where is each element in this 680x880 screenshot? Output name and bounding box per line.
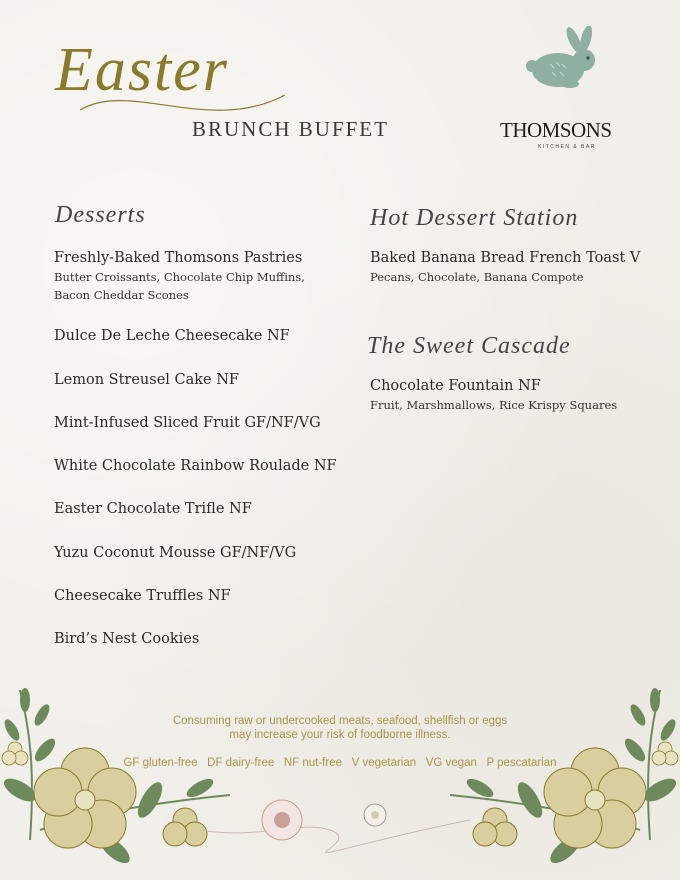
list-item: Yuzu Coconut Mousse GF/NF/VG <box>54 545 297 561</box>
list-item: Cheesecake Truffles NF <box>54 588 231 604</box>
item-name: Freshly-Baked Thomsons Pastries <box>54 250 303 266</box>
warning-line-1: Consuming raw or undercooked meats, seafood, shellfish or eggs <box>172 715 508 727</box>
page-title: Easter <box>55 36 229 104</box>
sweet-cascade-heading: The Sweet Cascade <box>367 333 571 359</box>
item-description: Fruit, Marshmallows, Rice Krispy Squares <box>370 398 618 412</box>
brand-name: THOMSONS <box>500 118 612 142</box>
title-flourish <box>70 40 290 120</box>
foodborne-warning <box>0 715 680 741</box>
page-subtitle: BRUNCH BUFFET <box>192 117 389 141</box>
warning-line-2: may increase your risk of foodborne illness. <box>229 729 451 741</box>
list-item: Lemon Streusel Cake NF <box>54 372 239 388</box>
item-description: Pecans, Chocolate, Banana Compote <box>370 270 584 284</box>
item-description: Bacon Cheddar Scones <box>54 288 189 302</box>
list-item: Easter Chocolate Trifle NF <box>54 501 252 517</box>
list-item: Bird’s Nest Cookies <box>54 631 200 647</box>
desserts-heading: Desserts <box>55 202 146 228</box>
list-item: White Chocolate Rainbow Roulade NF <box>54 458 337 474</box>
brand-tagline: KITCHEN & BAR <box>538 144 596 150</box>
dietary-legend: GF gluten-free DF dairy-free NF nut-free V vegetarian VG vegan P pescatarian <box>123 757 557 769</box>
list-item <box>370 250 640 286</box>
rabbit-icon <box>522 26 606 92</box>
list-item: Mint-Infused Sliced Fruit GF/NF/VG <box>54 415 321 431</box>
item-description: Butter Croissants, Chocolate Chip Muffins, <box>54 270 305 284</box>
list-item: Dulce De Leche Cheesecake NF <box>54 328 290 344</box>
item-name: Chocolate Fountain NF <box>370 378 541 394</box>
floral-border <box>0 670 680 880</box>
hot-station-heading: Hot Dessert Station <box>370 205 579 231</box>
item-name: Baked Banana Bread French Toast V <box>370 250 641 266</box>
list-item <box>54 250 305 304</box>
list-item <box>370 378 617 414</box>
